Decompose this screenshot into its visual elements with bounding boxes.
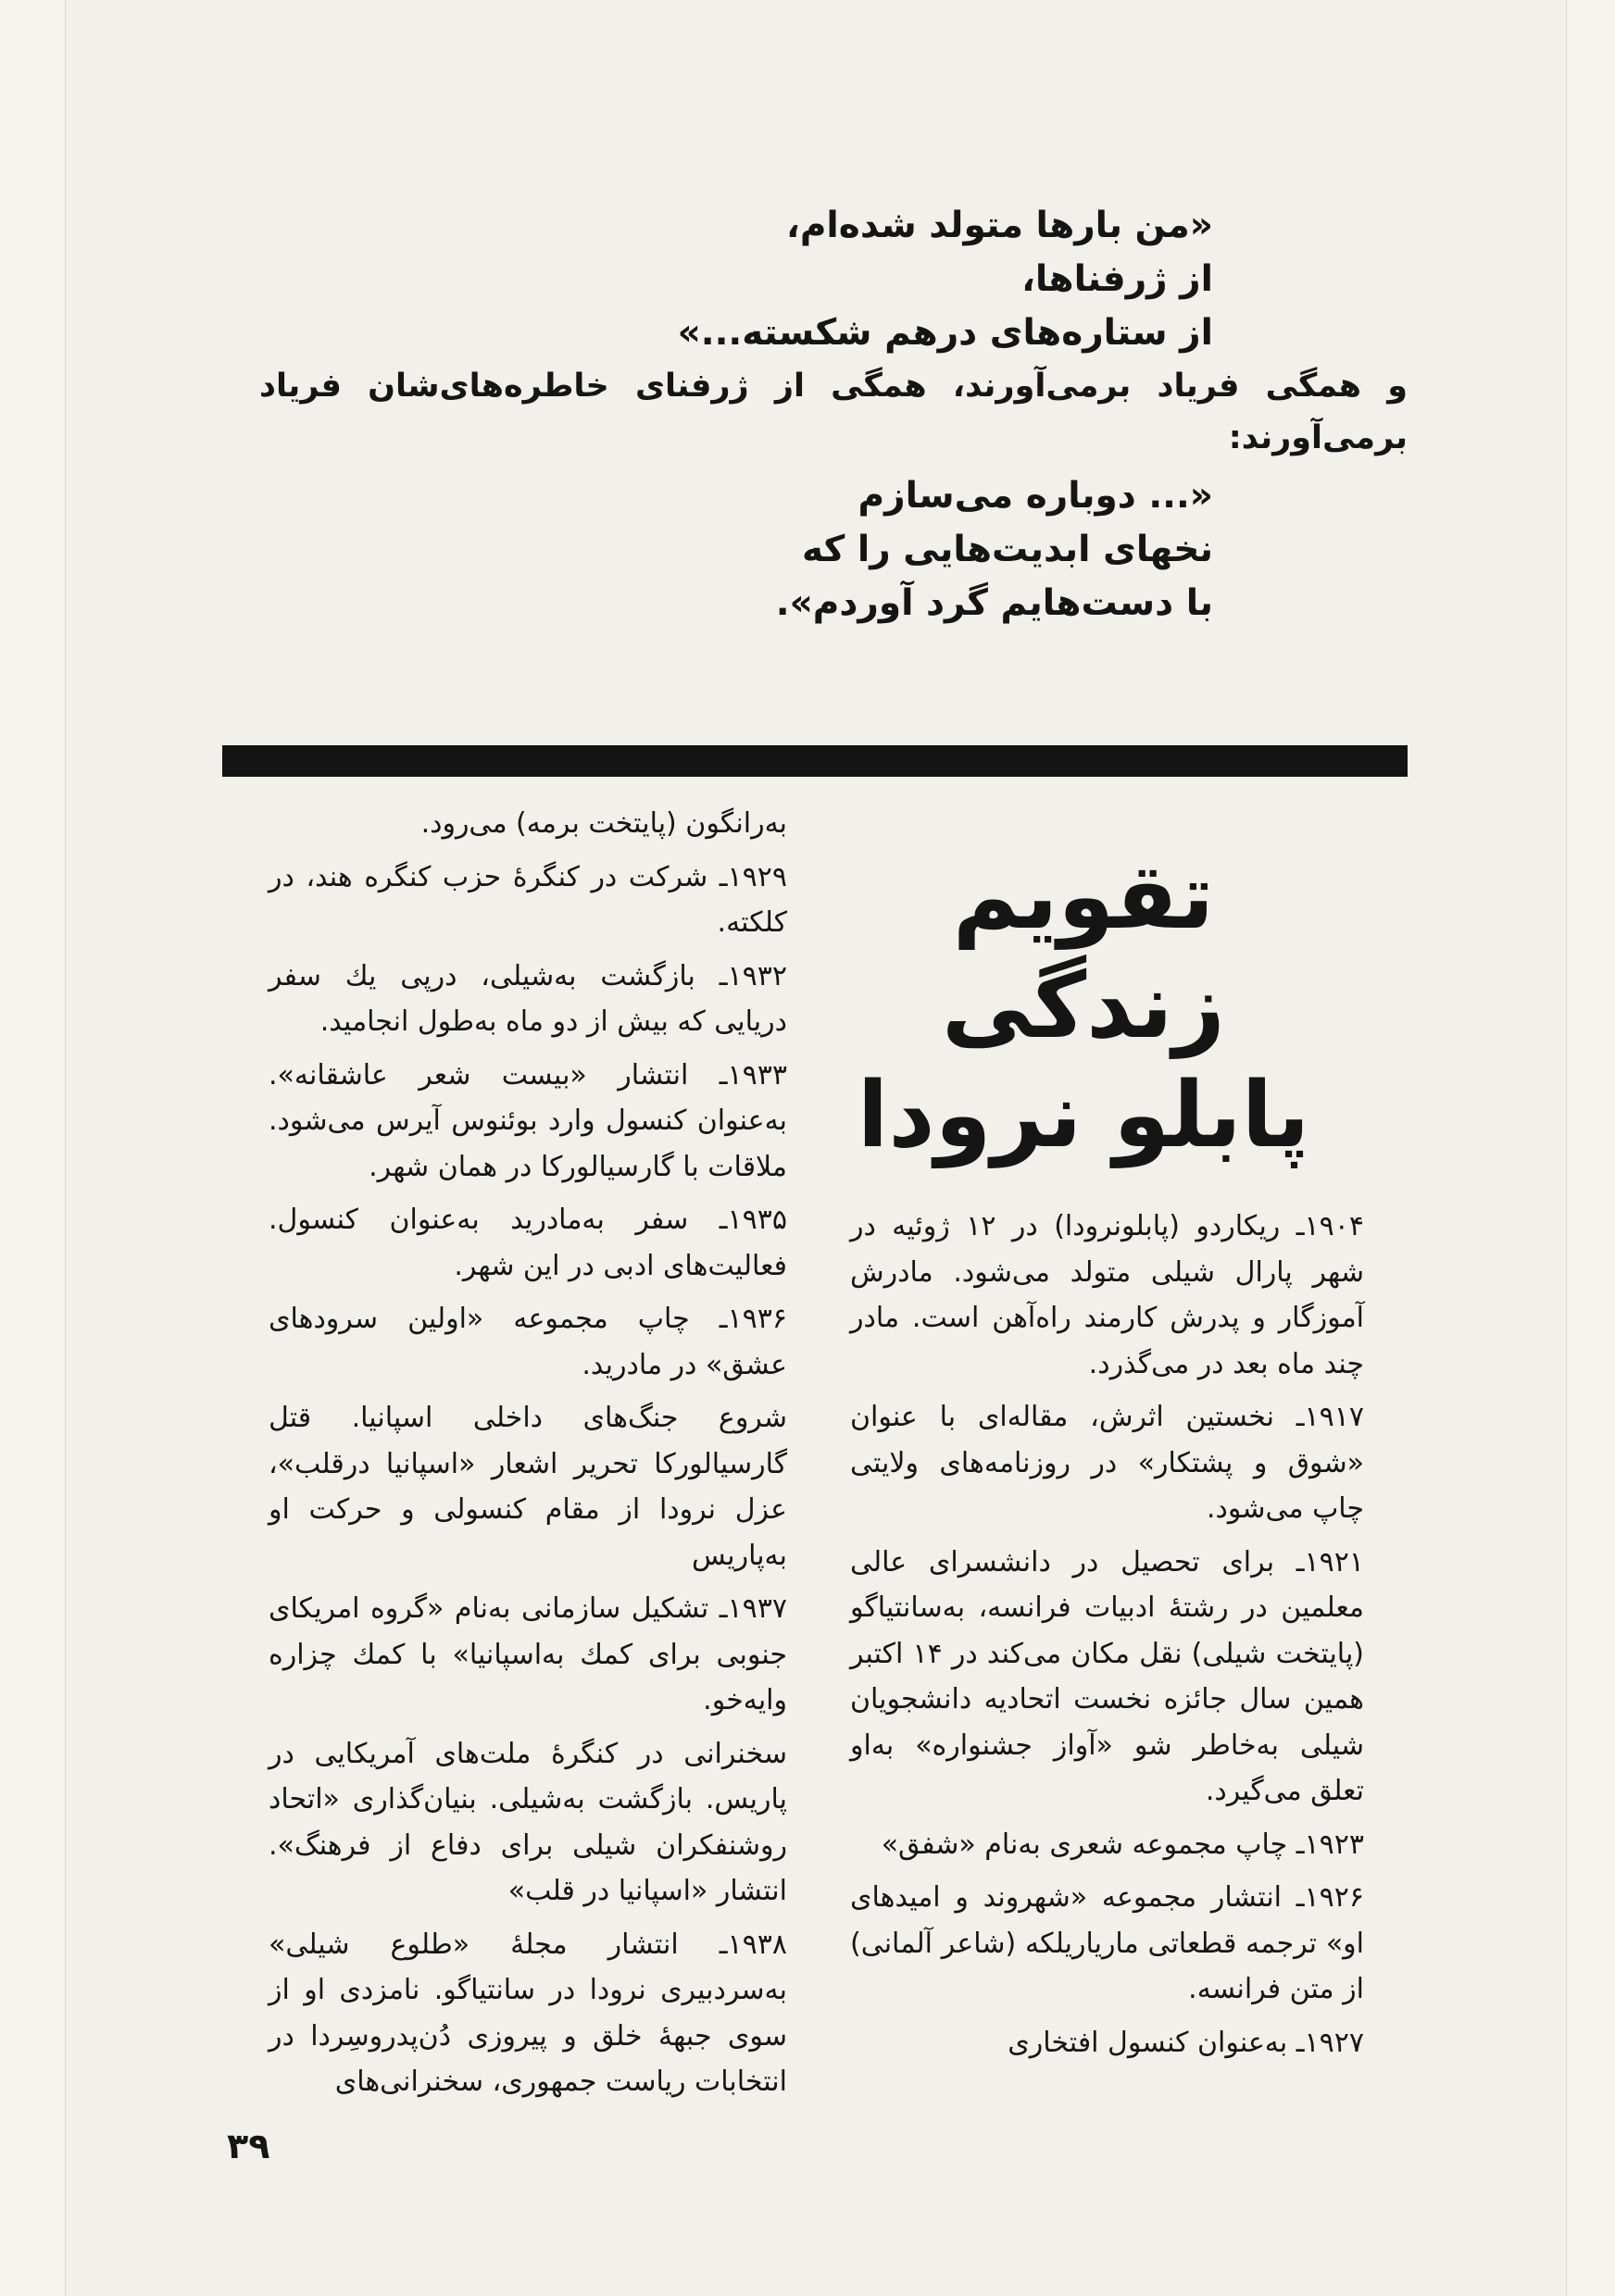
timeline-entry: ۱۹۱۷ـ نخستین اثرش، مقاله‌ای با عنوان «شوق و پشتکار» در روزنامه‌های ولایتی چاپ می‌شود. <box>850 1401 1364 1525</box>
poem-line: با دست‌هایم گرد آوردم». <box>775 582 1213 624</box>
timeline-entry: ۱۹۳۸ـ انتشار مجلهٔ «طلوع شیلی» به‌سردبیری نرودا در سانتیاگو. نامزدی او از سوی جبههٔ خلق و پیروزی دُن‌پدروسِردا در انتخابات ریاست جمهوری، سخنرانی‌های <box>269 1928 787 2098</box>
prose-line: و همگی فریاد برمی‌آورند، همگی از ژرفنای خاطره‌های‌شان فریاد برمی‌آورند: <box>259 368 1408 456</box>
timeline-entry: ۱۹۳۵ـ سفر به‌مادرید به‌عنوان کنسول. فعالیت‌های ادبی در این شهر. <box>269 1204 787 1282</box>
page-number: ۳۹ <box>227 2126 270 2166</box>
timeline-left-column <box>269 801 787 2113</box>
page-title <box>833 842 1333 1170</box>
poem-line: «... دوباره می‌سازم <box>858 475 1213 517</box>
timeline-entry: ۱۹۳۳ـ انتشار «بیست شعر عاشقانه». به‌عنوان کنسول وارد بوئنوس آیرس می‌شود. ملاقات با گارسیالورکا در همان شهر. <box>269 1058 787 1183</box>
timeline-entry: سخنرانی در کنگرهٔ ملت‌های آمریکایی در پاریس. بازگشت به‌شیلی. بنیان‌گذاری «اتحاد روشنفکران شیلی برای دفاع از فرهنگ». انتشار «اسپانیا در قلب» <box>269 1737 787 1907</box>
timeline-entry: ۱۹۲۹ـ شرکت در کنگرهٔ حزب کنگره هند، در کلکته. <box>269 860 787 939</box>
timeline-entry: ۱۹۳۶ـ چاپ مجموعه «اولین سرودهای عشق» در مادرید. <box>269 1303 787 1381</box>
timeline-right-column <box>850 1204 1364 2073</box>
poem-block <box>259 199 1408 630</box>
title-line: پابلو نرودا <box>857 1063 1310 1168</box>
poem-line: «من بارها متولد شده‌ام، <box>786 205 1213 246</box>
timeline-entry: ۱۹۳۷ـ تشکیل سازمانی به‌نام «گروه امریکای جنوبی برای کمك به‌اسپانیا» با کمك چزاره وایه‌خو. <box>269 1592 787 1716</box>
timeline-entry: ۱۹۲۱ـ برای تحصیل در دانشسرای عالی معلمین در رشتهٔ ادبیات فرانسه، به‌سانتیاگو (پایتخت شیلی) نقل مکان می‌کند در ۱۴ اکتبر همین سال جائزه نخست اتحادیه دانشجویان شیلی به‌خاطر شو «آواز جشنواره» به‌او تعلق می‌گیرد. <box>850 1545 1365 1807</box>
title-line: تقویم زندگی <box>942 844 1225 1059</box>
poem-line: از ژرفناها، <box>1021 258 1213 300</box>
timeline-entry: ۱۹۲۶ـ انتشار مجموعه «شهروند و امیدهای او» ترجمه قطعاتی ماریاریلکه (شاعر آلمانی) از متن فرانسه. <box>850 1881 1364 2005</box>
timeline-entry: ۱۹۲۷ـ به‌عنوان کنسول افتخاری <box>1008 2026 1364 2059</box>
timeline-entry: شروع جنگ‌های داخلی اسپانیا. قتل گارسیالورکا تحریر اشعار «اسپانیا درقلب»، عزل نرودا از مقام کنسولی و حرکت او به‌پاریس <box>269 1402 787 1572</box>
timeline-entry: ۱۹۳۲ـ بازگشت به‌شیلی، درپی یك سفر دریایی که بیش از دو ماه به‌طول انجامید. <box>269 959 787 1038</box>
poem-line: از ستاره‌های درهم شکسته...» <box>677 312 1213 354</box>
timeline-entry: ۱۹۰۴ـ ریکاردو (پابلونرودا) در ۱۲ ژوئیه در شهر پارال شیلی متولد می‌شود. مادرش آموزگار و پدرش کارمند راه‌آهن است. مادر چند ماه بعد در می‌گذرد. <box>850 1210 1364 1380</box>
poem-bottom <box>259 469 1213 630</box>
poem-top <box>259 199 1213 360</box>
timeline-entry: به‌رانگون (پایتخت برمه) می‌رود. <box>420 807 787 840</box>
section-divider <box>222 745 1408 777</box>
timeline-entry: ۱۹۲۳ـ چاپ مجموعه شعری به‌نام «شفق» <box>881 1828 1364 1861</box>
poem-line: نخهای ابدیت‌هایی را که <box>801 529 1213 570</box>
